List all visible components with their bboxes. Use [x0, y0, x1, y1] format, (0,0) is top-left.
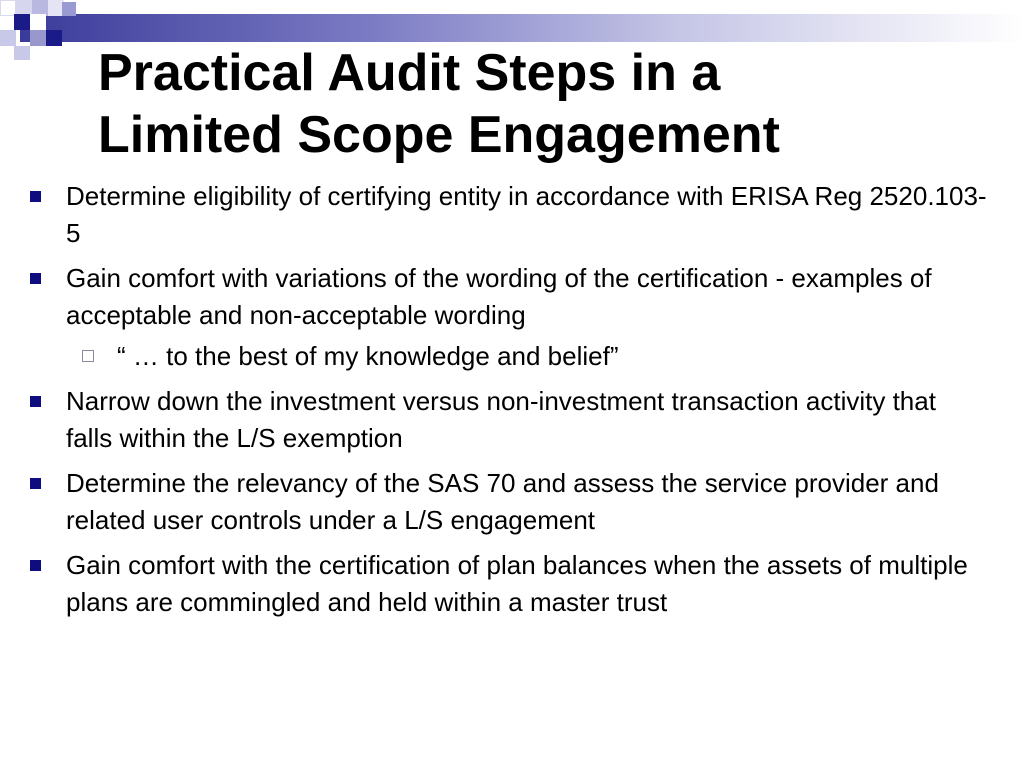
- square-bullet-icon: [30, 478, 41, 489]
- corner-square: [14, 14, 30, 30]
- bullet-item: [28, 465, 988, 539]
- corner-square: [62, 2, 76, 16]
- square-bullet-icon: [30, 396, 41, 407]
- bullet-text: Determine eligibility of certifying entity in accordance with ERISA Reg 2520.103-5: [66, 181, 987, 248]
- corner-square: [46, 30, 62, 46]
- bullet-item: [28, 547, 988, 621]
- corner-square: [30, 30, 46, 46]
- bullet-item: [28, 260, 988, 334]
- square-bullet-icon: [30, 273, 41, 284]
- slide-title-line: Practical Audit Steps in a: [98, 44, 721, 102]
- slide-title: [98, 42, 998, 166]
- header-gradient-bar: [20, 14, 1024, 42]
- corner-square: [30, 14, 46, 30]
- slide-title-line: Limited Scope Engagement: [98, 106, 780, 164]
- bullet-text: Determine the relevancy of the SAS 70 and assess the service provider and related user controls under a L/S engagement: [66, 468, 939, 535]
- square-bullet-icon: [30, 560, 41, 571]
- bullet-text: Gain comfort with the certification of plan balances when the assets of multiple plans are commingled and held within a master trust: [66, 550, 968, 617]
- bullet-text: Narrow down the investment versus non-investment transaction activity that falls within the L/S exemption: [66, 386, 936, 453]
- bullet-list: [28, 178, 988, 629]
- sub-bullet-text: “ … to the best of my knowledge and belief”: [117, 341, 619, 371]
- bullet-item: [28, 383, 988, 457]
- sub-bullet-item: [28, 338, 988, 375]
- corner-square: [0, 30, 16, 46]
- square-bullet-icon: [30, 191, 41, 202]
- corner-square: [14, 46, 30, 60]
- bullet-text: Gain comfort with variations of the wording of the certification - examples of acceptable and non-acceptable wording: [66, 263, 932, 330]
- hollow-square-bullet-icon: [82, 350, 94, 362]
- bullet-item: [28, 178, 988, 252]
